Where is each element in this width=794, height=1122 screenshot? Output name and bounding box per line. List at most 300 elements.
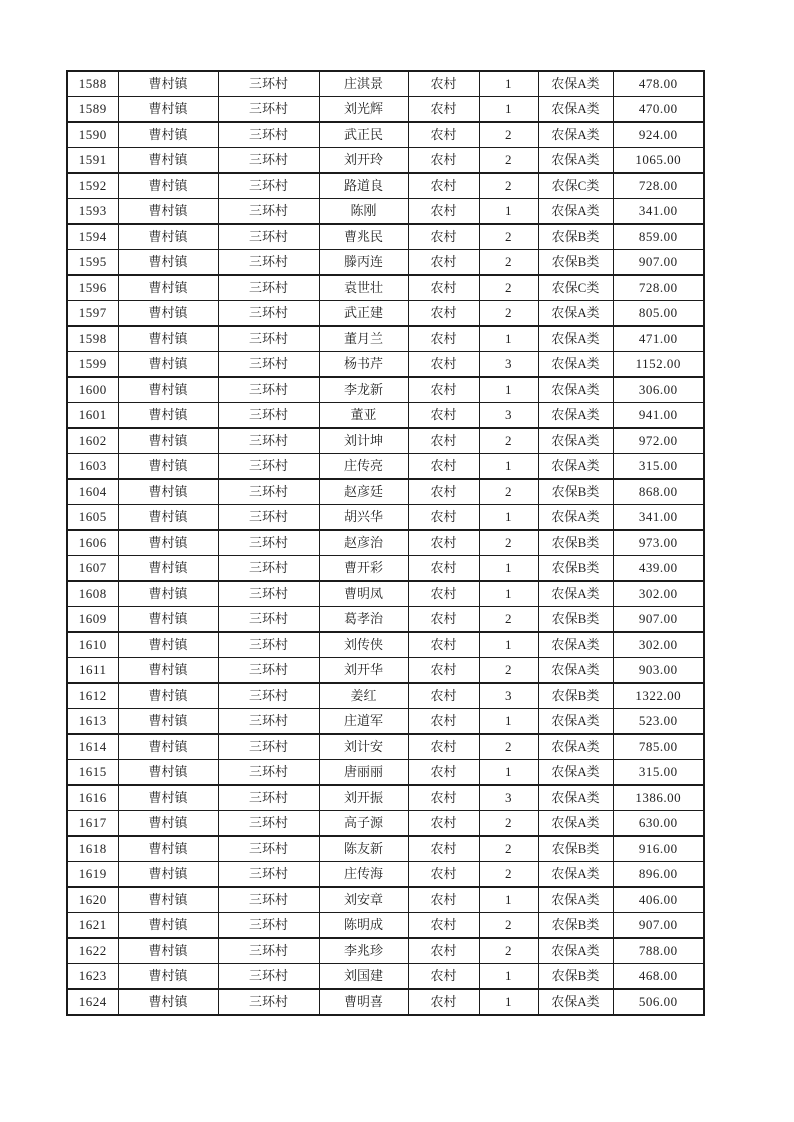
cell-village: 三环村 bbox=[218, 403, 319, 429]
cell-person-count: 2 bbox=[479, 301, 538, 327]
table-row bbox=[67, 581, 704, 607]
cell-town: 曹村镇 bbox=[118, 709, 218, 735]
cell-amount: 859.00 bbox=[613, 224, 704, 250]
cell-village: 三环村 bbox=[218, 836, 319, 862]
cell-serial-number: 1611 bbox=[67, 658, 118, 684]
cell-town: 曹村镇 bbox=[118, 97, 218, 123]
cell-serial-number: 1620 bbox=[67, 887, 118, 913]
cell-residence-type: 农村 bbox=[408, 199, 479, 225]
cell-residence-type: 农村 bbox=[408, 658, 479, 684]
table-row bbox=[67, 148, 704, 174]
cell-insurance-category: 农保A类 bbox=[538, 71, 613, 97]
table-row bbox=[67, 224, 704, 250]
cell-village: 三环村 bbox=[218, 658, 319, 684]
cell-serial-number: 1605 bbox=[67, 505, 118, 531]
cell-village: 三环村 bbox=[218, 709, 319, 735]
cell-person-name: 刘开华 bbox=[319, 658, 408, 684]
cell-person-count: 3 bbox=[479, 785, 538, 811]
table-row bbox=[67, 403, 704, 429]
cell-town: 曹村镇 bbox=[118, 913, 218, 939]
cell-town: 曹村镇 bbox=[118, 887, 218, 913]
table-row bbox=[67, 301, 704, 327]
cell-village: 三环村 bbox=[218, 734, 319, 760]
pension-roster-table bbox=[66, 70, 705, 1016]
cell-amount: 468.00 bbox=[613, 964, 704, 990]
cell-residence-type: 农村 bbox=[408, 122, 479, 148]
cell-amount: 788.00 bbox=[613, 938, 704, 964]
cell-serial-number: 1624 bbox=[67, 989, 118, 1015]
cell-insurance-category: 农保A类 bbox=[538, 403, 613, 429]
cell-town: 曹村镇 bbox=[118, 811, 218, 837]
cell-person-name: 刘开振 bbox=[319, 785, 408, 811]
table-row bbox=[67, 505, 704, 531]
cell-serial-number: 1623 bbox=[67, 964, 118, 990]
cell-person-name: 庄淇景 bbox=[319, 71, 408, 97]
cell-amount: 973.00 bbox=[613, 530, 704, 556]
cell-town: 曹村镇 bbox=[118, 326, 218, 352]
cell-amount: 302.00 bbox=[613, 632, 704, 658]
cell-serial-number: 1617 bbox=[67, 811, 118, 837]
cell-insurance-category: 农保A类 bbox=[538, 862, 613, 888]
cell-residence-type: 农村 bbox=[408, 275, 479, 301]
cell-village: 三环村 bbox=[218, 811, 319, 837]
cell-town: 曹村镇 bbox=[118, 760, 218, 786]
table-body bbox=[67, 71, 704, 1015]
cell-person-count: 1 bbox=[479, 97, 538, 123]
cell-person-count: 2 bbox=[479, 148, 538, 174]
cell-insurance-category: 农保C类 bbox=[538, 173, 613, 199]
cell-insurance-category: 农保B类 bbox=[538, 224, 613, 250]
cell-serial-number: 1606 bbox=[67, 530, 118, 556]
table-row bbox=[67, 964, 704, 990]
cell-town: 曹村镇 bbox=[118, 352, 218, 378]
cell-insurance-category: 农保A类 bbox=[538, 938, 613, 964]
table-row bbox=[67, 887, 704, 913]
cell-amount: 471.00 bbox=[613, 326, 704, 352]
cell-village: 三环村 bbox=[218, 938, 319, 964]
cell-person-count: 2 bbox=[479, 658, 538, 684]
table-row bbox=[67, 454, 704, 480]
cell-person-count: 2 bbox=[479, 173, 538, 199]
cell-person-name: 胡兴华 bbox=[319, 505, 408, 531]
cell-person-count: 1 bbox=[479, 326, 538, 352]
cell-amount: 805.00 bbox=[613, 301, 704, 327]
cell-person-name: 赵彦廷 bbox=[319, 479, 408, 505]
cell-amount: 916.00 bbox=[613, 836, 704, 862]
cell-person-count: 1 bbox=[479, 377, 538, 403]
cell-amount: 907.00 bbox=[613, 913, 704, 939]
cell-serial-number: 1596 bbox=[67, 275, 118, 301]
cell-person-count: 2 bbox=[479, 938, 538, 964]
cell-town: 曹村镇 bbox=[118, 122, 218, 148]
cell-amount: 1065.00 bbox=[613, 148, 704, 174]
cell-person-count: 1 bbox=[479, 71, 538, 97]
table-row bbox=[67, 709, 704, 735]
cell-amount: 506.00 bbox=[613, 989, 704, 1015]
cell-village: 三环村 bbox=[218, 326, 319, 352]
table-row bbox=[67, 607, 704, 633]
cell-town: 曹村镇 bbox=[118, 556, 218, 582]
cell-town: 曹村镇 bbox=[118, 938, 218, 964]
cell-insurance-category: 农保B类 bbox=[538, 530, 613, 556]
cell-person-name: 曹兆民 bbox=[319, 224, 408, 250]
cell-village: 三环村 bbox=[218, 224, 319, 250]
cell-insurance-category: 农保C类 bbox=[538, 275, 613, 301]
cell-insurance-category: 农保A类 bbox=[538, 505, 613, 531]
cell-residence-type: 农村 bbox=[408, 505, 479, 531]
cell-town: 曹村镇 bbox=[118, 734, 218, 760]
cell-residence-type: 农村 bbox=[408, 250, 479, 276]
cell-village: 三环村 bbox=[218, 632, 319, 658]
cell-residence-type: 农村 bbox=[408, 173, 479, 199]
cell-insurance-category: 农保A类 bbox=[538, 811, 613, 837]
cell-amount: 315.00 bbox=[613, 760, 704, 786]
cell-town: 曹村镇 bbox=[118, 862, 218, 888]
cell-person-name: 刘传侠 bbox=[319, 632, 408, 658]
cell-person-count: 1 bbox=[479, 556, 538, 582]
cell-person-name: 姜红 bbox=[319, 683, 408, 709]
cell-residence-type: 农村 bbox=[408, 454, 479, 480]
table-row bbox=[67, 785, 704, 811]
cell-residence-type: 农村 bbox=[408, 785, 479, 811]
cell-amount: 728.00 bbox=[613, 275, 704, 301]
cell-amount: 478.00 bbox=[613, 71, 704, 97]
cell-village: 三环村 bbox=[218, 377, 319, 403]
table-row bbox=[67, 352, 704, 378]
cell-person-count: 2 bbox=[479, 275, 538, 301]
table-row bbox=[67, 250, 704, 276]
cell-serial-number: 1612 bbox=[67, 683, 118, 709]
cell-insurance-category: 农保A类 bbox=[538, 658, 613, 684]
cell-insurance-category: 农保A类 bbox=[538, 734, 613, 760]
cell-amount: 907.00 bbox=[613, 607, 704, 633]
cell-serial-number: 1598 bbox=[67, 326, 118, 352]
cell-person-count: 2 bbox=[479, 862, 538, 888]
cell-town: 曹村镇 bbox=[118, 224, 218, 250]
cell-person-count: 1 bbox=[479, 454, 538, 480]
table-row bbox=[67, 862, 704, 888]
cell-serial-number: 1591 bbox=[67, 148, 118, 174]
cell-residence-type: 农村 bbox=[408, 836, 479, 862]
cell-residence-type: 农村 bbox=[408, 581, 479, 607]
cell-residence-type: 农村 bbox=[408, 632, 479, 658]
cell-amount: 306.00 bbox=[613, 377, 704, 403]
cell-residence-type: 农村 bbox=[408, 326, 479, 352]
cell-village: 三环村 bbox=[218, 760, 319, 786]
table-row bbox=[67, 199, 704, 225]
cell-residence-type: 农村 bbox=[408, 428, 479, 454]
cell-person-name: 杨书芹 bbox=[319, 352, 408, 378]
cell-village: 三环村 bbox=[218, 505, 319, 531]
cell-insurance-category: 农保A类 bbox=[538, 301, 613, 327]
cell-amount: 341.00 bbox=[613, 199, 704, 225]
cell-amount: 523.00 bbox=[613, 709, 704, 735]
cell-amount: 470.00 bbox=[613, 97, 704, 123]
cell-person-count: 2 bbox=[479, 122, 538, 148]
cell-person-count: 2 bbox=[479, 224, 538, 250]
cell-residence-type: 农村 bbox=[408, 938, 479, 964]
cell-insurance-category: 农保A类 bbox=[538, 454, 613, 480]
cell-town: 曹村镇 bbox=[118, 658, 218, 684]
cell-village: 三环村 bbox=[218, 785, 319, 811]
table-row bbox=[67, 811, 704, 837]
cell-residence-type: 农村 bbox=[408, 760, 479, 786]
cell-person-count: 1 bbox=[479, 989, 538, 1015]
table-row bbox=[67, 479, 704, 505]
cell-insurance-category: 农保B类 bbox=[538, 964, 613, 990]
cell-town: 曹村镇 bbox=[118, 505, 218, 531]
cell-amount: 406.00 bbox=[613, 887, 704, 913]
cell-village: 三环村 bbox=[218, 479, 319, 505]
cell-insurance-category: 农保A类 bbox=[538, 428, 613, 454]
cell-town: 曹村镇 bbox=[118, 173, 218, 199]
cell-person-count: 3 bbox=[479, 403, 538, 429]
table-row bbox=[67, 71, 704, 97]
cell-amount: 907.00 bbox=[613, 250, 704, 276]
table-row bbox=[67, 734, 704, 760]
cell-insurance-category: 农保A类 bbox=[538, 989, 613, 1015]
cell-insurance-category: 农保B类 bbox=[538, 556, 613, 582]
cell-serial-number: 1614 bbox=[67, 734, 118, 760]
cell-serial-number: 1610 bbox=[67, 632, 118, 658]
cell-residence-type: 农村 bbox=[408, 352, 479, 378]
cell-person-name: 滕丙连 bbox=[319, 250, 408, 276]
cell-town: 曹村镇 bbox=[118, 454, 218, 480]
cell-person-count: 1 bbox=[479, 581, 538, 607]
table-row bbox=[67, 275, 704, 301]
table-row bbox=[67, 530, 704, 556]
cell-person-count: 3 bbox=[479, 352, 538, 378]
cell-village: 三环村 bbox=[218, 199, 319, 225]
cell-person-name: 庄道军 bbox=[319, 709, 408, 735]
cell-residence-type: 农村 bbox=[408, 862, 479, 888]
cell-serial-number: 1608 bbox=[67, 581, 118, 607]
cell-town: 曹村镇 bbox=[118, 530, 218, 556]
cell-village: 三环村 bbox=[218, 122, 319, 148]
cell-village: 三环村 bbox=[218, 148, 319, 174]
cell-person-name: 唐丽丽 bbox=[319, 760, 408, 786]
cell-town: 曹村镇 bbox=[118, 581, 218, 607]
cell-town: 曹村镇 bbox=[118, 428, 218, 454]
cell-town: 曹村镇 bbox=[118, 148, 218, 174]
cell-person-name: 刘安章 bbox=[319, 887, 408, 913]
cell-insurance-category: 农保B类 bbox=[538, 250, 613, 276]
cell-village: 三环村 bbox=[218, 556, 319, 582]
table-row bbox=[67, 760, 704, 786]
table-row bbox=[67, 683, 704, 709]
cell-serial-number: 1600 bbox=[67, 377, 118, 403]
cell-residence-type: 农村 bbox=[408, 811, 479, 837]
cell-serial-number: 1601 bbox=[67, 403, 118, 429]
cell-person-name: 刘光辉 bbox=[319, 97, 408, 123]
cell-person-name: 武正民 bbox=[319, 122, 408, 148]
cell-serial-number: 1609 bbox=[67, 607, 118, 633]
cell-serial-number: 1588 bbox=[67, 71, 118, 97]
cell-person-count: 1 bbox=[479, 709, 538, 735]
table-row bbox=[67, 97, 704, 123]
cell-amount: 302.00 bbox=[613, 581, 704, 607]
cell-person-count: 1 bbox=[479, 887, 538, 913]
cell-amount: 1322.00 bbox=[613, 683, 704, 709]
cell-insurance-category: 农保A类 bbox=[538, 377, 613, 403]
cell-residence-type: 农村 bbox=[408, 377, 479, 403]
cell-residence-type: 农村 bbox=[408, 964, 479, 990]
cell-person-name: 董月兰 bbox=[319, 326, 408, 352]
cell-village: 三环村 bbox=[218, 275, 319, 301]
table-row bbox=[67, 836, 704, 862]
cell-residence-type: 农村 bbox=[408, 607, 479, 633]
cell-insurance-category: 农保A类 bbox=[538, 97, 613, 123]
cell-person-count: 2 bbox=[479, 530, 538, 556]
table-row bbox=[67, 428, 704, 454]
cell-insurance-category: 农保B类 bbox=[538, 913, 613, 939]
cell-amount: 924.00 bbox=[613, 122, 704, 148]
cell-town: 曹村镇 bbox=[118, 275, 218, 301]
cell-amount: 903.00 bbox=[613, 658, 704, 684]
cell-person-count: 1 bbox=[479, 505, 538, 531]
cell-amount: 315.00 bbox=[613, 454, 704, 480]
cell-person-name: 庄传海 bbox=[319, 862, 408, 888]
cell-residence-type: 农村 bbox=[408, 403, 479, 429]
cell-person-name: 李龙新 bbox=[319, 377, 408, 403]
cell-serial-number: 1621 bbox=[67, 913, 118, 939]
cell-village: 三环村 bbox=[218, 862, 319, 888]
table-row bbox=[67, 658, 704, 684]
cell-insurance-category: 农保A类 bbox=[538, 632, 613, 658]
cell-residence-type: 农村 bbox=[408, 556, 479, 582]
cell-insurance-category: 农保B类 bbox=[538, 836, 613, 862]
cell-village: 三环村 bbox=[218, 581, 319, 607]
cell-village: 三环村 bbox=[218, 428, 319, 454]
cell-town: 曹村镇 bbox=[118, 632, 218, 658]
cell-person-count: 1 bbox=[479, 632, 538, 658]
cell-serial-number: 1616 bbox=[67, 785, 118, 811]
cell-town: 曹村镇 bbox=[118, 607, 218, 633]
cell-serial-number: 1602 bbox=[67, 428, 118, 454]
cell-serial-number: 1613 bbox=[67, 709, 118, 735]
cell-town: 曹村镇 bbox=[118, 199, 218, 225]
cell-serial-number: 1618 bbox=[67, 836, 118, 862]
cell-person-name: 刘国建 bbox=[319, 964, 408, 990]
cell-village: 三环村 bbox=[218, 454, 319, 480]
cell-village: 三环村 bbox=[218, 250, 319, 276]
cell-person-name: 陈明成 bbox=[319, 913, 408, 939]
cell-person-name: 李兆珍 bbox=[319, 938, 408, 964]
cell-person-name: 庄传亮 bbox=[319, 454, 408, 480]
cell-village: 三环村 bbox=[218, 97, 319, 123]
cell-insurance-category: 农保A类 bbox=[538, 581, 613, 607]
cell-amount: 439.00 bbox=[613, 556, 704, 582]
cell-village: 三环村 bbox=[218, 683, 319, 709]
cell-town: 曹村镇 bbox=[118, 250, 218, 276]
table-row bbox=[67, 377, 704, 403]
cell-town: 曹村镇 bbox=[118, 964, 218, 990]
cell-person-count: 3 bbox=[479, 683, 538, 709]
cell-town: 曹村镇 bbox=[118, 785, 218, 811]
cell-person-name: 董亚 bbox=[319, 403, 408, 429]
cell-person-name: 赵彦治 bbox=[319, 530, 408, 556]
cell-amount: 341.00 bbox=[613, 505, 704, 531]
cell-town: 曹村镇 bbox=[118, 479, 218, 505]
cell-person-name: 曹开彩 bbox=[319, 556, 408, 582]
cell-village: 三环村 bbox=[218, 71, 319, 97]
cell-amount: 1152.00 bbox=[613, 352, 704, 378]
cell-serial-number: 1607 bbox=[67, 556, 118, 582]
cell-person-count: 2 bbox=[479, 836, 538, 862]
cell-village: 三环村 bbox=[218, 173, 319, 199]
cell-serial-number: 1597 bbox=[67, 301, 118, 327]
table-row bbox=[67, 122, 704, 148]
cell-person-count: 2 bbox=[479, 479, 538, 505]
cell-insurance-category: 农保A类 bbox=[538, 326, 613, 352]
cell-village: 三环村 bbox=[218, 301, 319, 327]
cell-serial-number: 1595 bbox=[67, 250, 118, 276]
cell-serial-number: 1590 bbox=[67, 122, 118, 148]
cell-amount: 868.00 bbox=[613, 479, 704, 505]
cell-village: 三环村 bbox=[218, 607, 319, 633]
cell-serial-number: 1592 bbox=[67, 173, 118, 199]
cell-residence-type: 农村 bbox=[408, 683, 479, 709]
cell-person-count: 2 bbox=[479, 734, 538, 760]
cell-village: 三环村 bbox=[218, 530, 319, 556]
cell-serial-number: 1622 bbox=[67, 938, 118, 964]
cell-insurance-category: 农保B类 bbox=[538, 607, 613, 633]
cell-person-count: 1 bbox=[479, 964, 538, 990]
cell-amount: 728.00 bbox=[613, 173, 704, 199]
cell-person-name: 陈友新 bbox=[319, 836, 408, 862]
cell-insurance-category: 农保B类 bbox=[538, 683, 613, 709]
cell-insurance-category: 农保A类 bbox=[538, 709, 613, 735]
cell-residence-type: 农村 bbox=[408, 71, 479, 97]
table-row bbox=[67, 913, 704, 939]
cell-residence-type: 农村 bbox=[408, 148, 479, 174]
cell-serial-number: 1594 bbox=[67, 224, 118, 250]
cell-serial-number: 1603 bbox=[67, 454, 118, 480]
cell-town: 曹村镇 bbox=[118, 377, 218, 403]
cell-amount: 1386.00 bbox=[613, 785, 704, 811]
cell-village: 三环村 bbox=[218, 887, 319, 913]
cell-village: 三环村 bbox=[218, 913, 319, 939]
cell-amount: 941.00 bbox=[613, 403, 704, 429]
cell-village: 三环村 bbox=[218, 989, 319, 1015]
cell-serial-number: 1615 bbox=[67, 760, 118, 786]
cell-residence-type: 农村 bbox=[408, 734, 479, 760]
cell-person-count: 1 bbox=[479, 760, 538, 786]
cell-person-count: 2 bbox=[479, 250, 538, 276]
table-row bbox=[67, 556, 704, 582]
cell-town: 曹村镇 bbox=[118, 989, 218, 1015]
cell-residence-type: 农村 bbox=[408, 224, 479, 250]
cell-serial-number: 1589 bbox=[67, 97, 118, 123]
cell-village: 三环村 bbox=[218, 352, 319, 378]
cell-person-name: 高子源 bbox=[319, 811, 408, 837]
cell-residence-type: 农村 bbox=[408, 479, 479, 505]
cell-person-count: 2 bbox=[479, 913, 538, 939]
cell-person-name: 曹明喜 bbox=[319, 989, 408, 1015]
cell-person-count: 2 bbox=[479, 607, 538, 633]
cell-serial-number: 1604 bbox=[67, 479, 118, 505]
cell-town: 曹村镇 bbox=[118, 683, 218, 709]
cell-serial-number: 1619 bbox=[67, 862, 118, 888]
cell-village: 三环村 bbox=[218, 964, 319, 990]
cell-amount: 785.00 bbox=[613, 734, 704, 760]
cell-town: 曹村镇 bbox=[118, 301, 218, 327]
cell-amount: 630.00 bbox=[613, 811, 704, 837]
cell-insurance-category: 农保B类 bbox=[538, 479, 613, 505]
cell-residence-type: 农村 bbox=[408, 97, 479, 123]
table-row bbox=[67, 173, 704, 199]
cell-serial-number: 1599 bbox=[67, 352, 118, 378]
